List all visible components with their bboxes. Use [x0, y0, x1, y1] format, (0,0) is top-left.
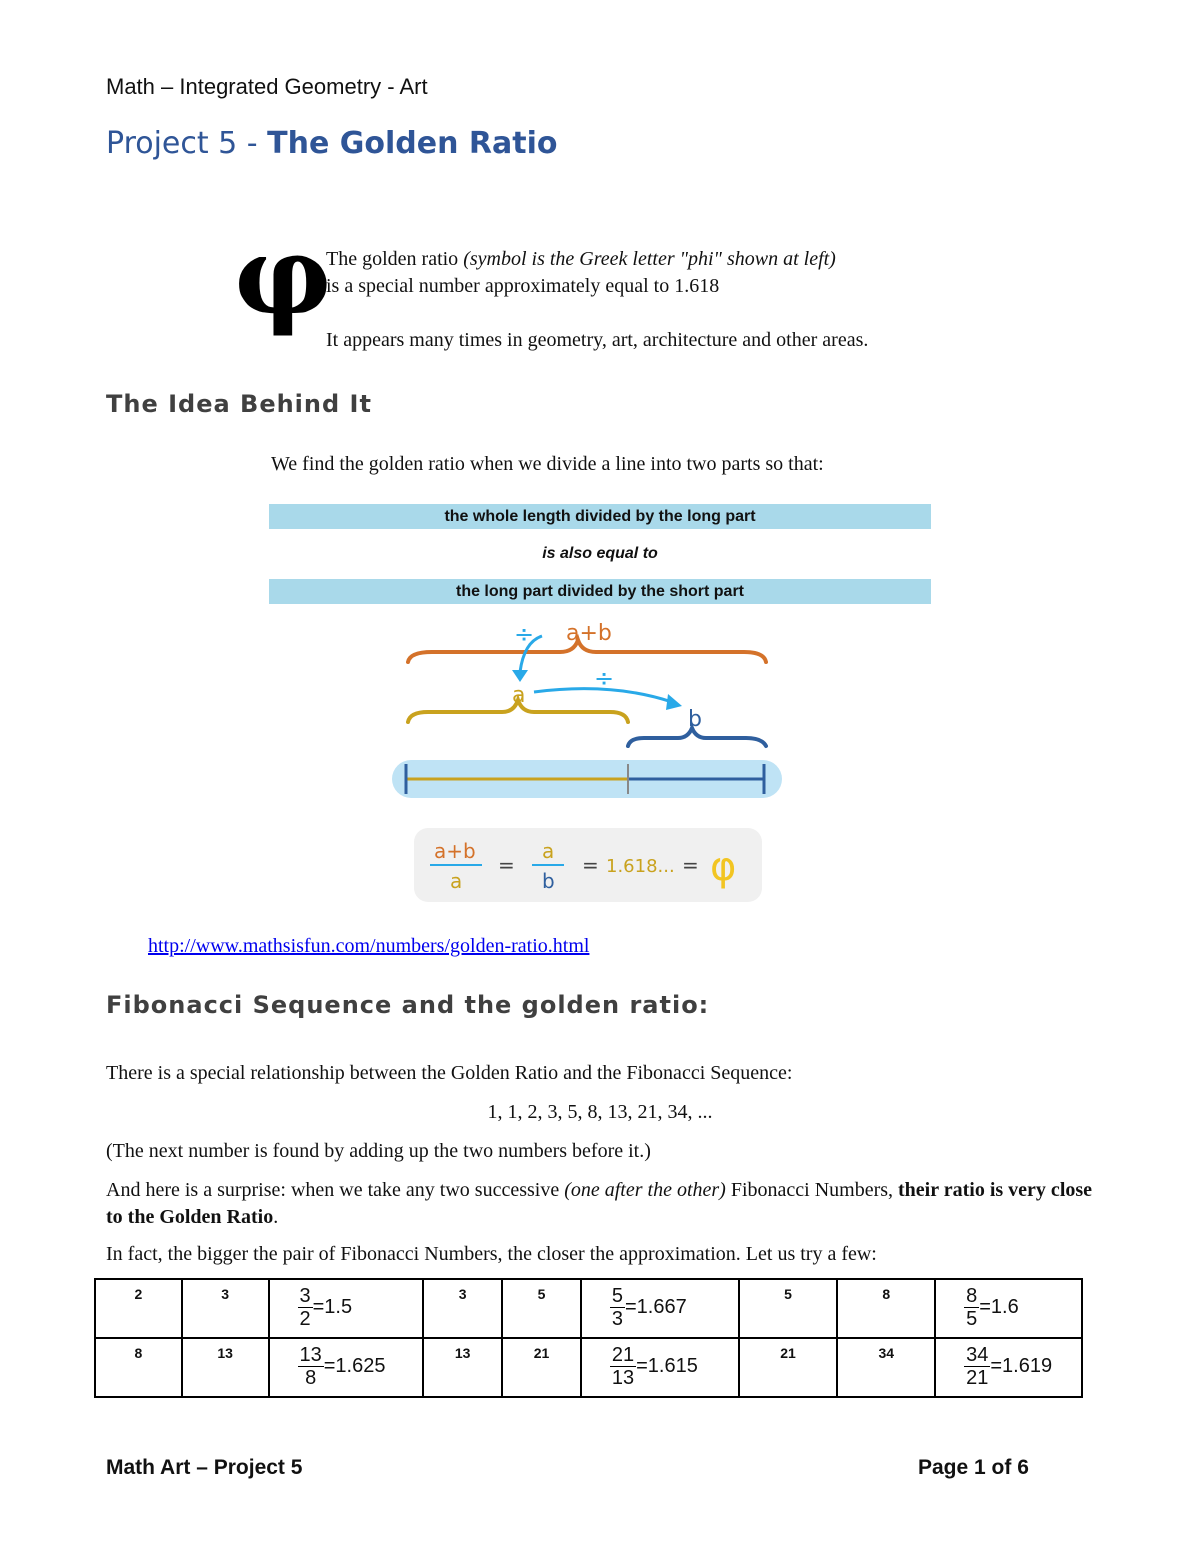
table-cell-first: 2 — [95, 1279, 182, 1338]
table-cell-second: 8 — [837, 1279, 935, 1338]
ratio-fraction — [964, 1285, 979, 1330]
fibonacci-ratio-table — [94, 1278, 1083, 1398]
ratio-fraction — [964, 1344, 990, 1389]
table-cell-first: 8 — [95, 1338, 182, 1397]
table-cell-second: 13 — [182, 1338, 269, 1397]
phi-symbol: φ — [234, 213, 332, 339]
intro-text — [326, 246, 868, 354]
formula-a-numerator: a — [542, 839, 555, 863]
ratio-result: =1.619 — [990, 1355, 1053, 1377]
table-cell-second: 3 — [182, 1279, 269, 1338]
ratio-result: =1.615 — [636, 1355, 698, 1377]
brace-a — [408, 700, 628, 722]
ratio-fraction — [298, 1285, 313, 1330]
p4-end: . — [273, 1206, 279, 1228]
page-header: Math – Integrated Geometry - Art — [106, 74, 428, 99]
fibonacci-para-1: There is a special relationship between the Golden Ratio and the Fibonacci Sequence: — [106, 1062, 793, 1084]
table-cell-second: 5 — [502, 1279, 581, 1338]
table-row — [95, 1279, 1082, 1338]
intro-line-2: is a special number approximately equal to 1.618 — [326, 275, 720, 297]
ratio-denominator: 2 — [299, 1308, 311, 1330]
ratio-denominator: 8 — [305, 1367, 317, 1389]
footer-page-number: Page 1 of 6 — [918, 1456, 1029, 1479]
p4-italic: (one after the other) — [564, 1179, 726, 1201]
label-a: a — [512, 683, 526, 708]
formula-a-plus-b: a+b — [434, 839, 476, 863]
ratio-result: =1.667 — [625, 1296, 687, 1318]
table-row — [95, 1338, 1082, 1397]
p4-b: Fibonacci Numbers, — [725, 1179, 899, 1201]
formula-equals-2: = — [582, 853, 599, 877]
table-cell-ratio — [269, 1338, 424, 1397]
title-prefix: Project 5 - — [106, 126, 268, 161]
table-cell-ratio — [581, 1338, 739, 1397]
table-cell-second: 21 — [502, 1338, 581, 1397]
table-cell-ratio — [935, 1338, 1082, 1397]
ratio-numerator: 34 — [966, 1344, 989, 1366]
source-link[interactable]: http://www.mathsisfun.com/numbers/golden-ratio.html — [148, 935, 590, 957]
fibonacci-para-3: (The next number is found by adding up the two numbers before it.) — [106, 1140, 651, 1162]
golden-ratio-diagram — [392, 616, 784, 906]
definition-box-1: the whole length divided by the long part — [269, 504, 931, 529]
formula-phi: φ — [710, 844, 737, 890]
ratio-fraction — [610, 1285, 625, 1330]
ratio-denominator: 3 — [611, 1308, 623, 1330]
we-find-text: We find the golden ratio when we divide a line into two parts so that: — [271, 453, 824, 475]
ratio-numerator: 21 — [611, 1344, 635, 1366]
p4-bold: their ratio is very close to the Golden Ratio — [106, 1179, 1093, 1228]
formula-equals-1: = — [498, 853, 515, 877]
p4-a: And here is a surprise: when we take any two successive — [106, 1179, 565, 1201]
formula-value: 1.618... — [606, 856, 675, 877]
fibonacci-table-body — [95, 1279, 1082, 1397]
fibonacci-heading: Fibonacci Sequence and the golden ratio: — [106, 991, 710, 1019]
ratio-denominator: 21 — [966, 1367, 989, 1389]
ratio-fraction — [298, 1344, 324, 1389]
ratio-numerator: 3 — [299, 1285, 311, 1307]
table-cell-ratio — [269, 1279, 424, 1338]
formula-equals-3: = — [682, 853, 699, 877]
ratio-denominator: 5 — [966, 1308, 978, 1330]
intro-line-1-italic: (symbol is the Greek letter "phi" shown at left) — [463, 248, 836, 270]
label-b: b — [688, 707, 702, 732]
intro-line-3: It appears many times in geometry, art, architecture and other areas. — [326, 329, 869, 351]
label-a-plus-b: a+b — [566, 621, 612, 646]
ratio-fraction — [610, 1344, 636, 1389]
arrowhead-1 — [512, 670, 528, 682]
idea-heading: The Idea Behind It — [106, 390, 372, 418]
ratio-denominator: 13 — [611, 1367, 635, 1389]
ratio-numerator: 5 — [611, 1285, 623, 1307]
fibonacci-para-5: In fact, the bigger the pair of Fibonacci Numbers, the closer the approximation. Let us try a few: — [106, 1243, 877, 1265]
table-cell-second: 34 — [837, 1338, 935, 1397]
footer-left: Math Art – Project 5 — [106, 1456, 303, 1479]
fibonacci-sequence: 1, 1, 2, 3, 5, 8, 13, 21, 34, ... — [487, 1101, 713, 1123]
table-cell-ratio — [581, 1279, 739, 1338]
arrowhead-2 — [666, 694, 682, 710]
fibonacci-para-4 — [106, 1177, 1096, 1231]
ratio-result: =1.5 — [312, 1296, 353, 1318]
formula-a-denominator: a — [450, 869, 463, 893]
table-cell-first: 5 — [739, 1279, 838, 1338]
divide-sign-2: ÷ — [594, 664, 615, 692]
ratio-result: =1.6 — [979, 1296, 1019, 1318]
intro-line-1 — [326, 246, 868, 273]
table-cell-first: 13 — [423, 1338, 502, 1397]
definition-boxes — [269, 504, 931, 604]
formula-b-denominator: b — [542, 869, 555, 893]
ratio-numerator: 13 — [299, 1344, 322, 1366]
ratio-result: =1.625 — [323, 1355, 386, 1377]
divide-sign-1: ÷ — [514, 620, 535, 648]
ratio-numerator: 8 — [966, 1285, 978, 1307]
definition-box-2: is also equal to — [542, 545, 658, 562]
table-cell-ratio — [935, 1279, 1082, 1338]
arrow-a-to-b — [534, 689, 672, 702]
table-cell-first: 3 — [423, 1279, 502, 1338]
definition-box-3: the long part divided by the short part — [269, 579, 931, 604]
title-main: The Golden Ratio — [267, 126, 558, 161]
intro-line-1-plain: The golden ratio — [326, 248, 464, 270]
table-cell-first: 21 — [739, 1338, 838, 1397]
page-title — [106, 126, 558, 161]
